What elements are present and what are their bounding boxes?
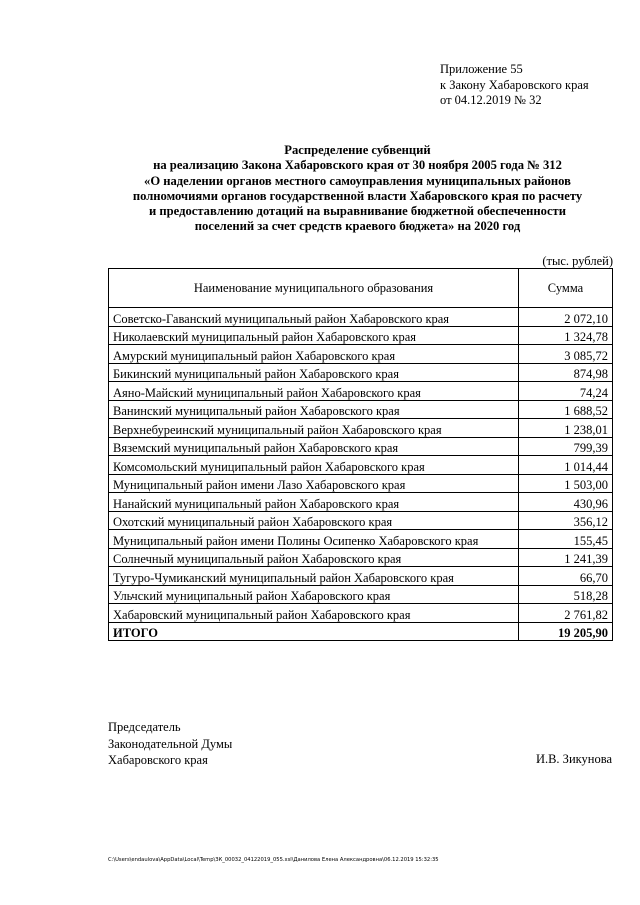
row-name: Ульчский муниципальный район Хабаровского края <box>109 585 519 604</box>
row-name: Бикинский муниципальный район Хабаровского края <box>109 363 519 382</box>
signature-position-1: Председатель <box>108 720 181 734</box>
table-row <box>109 345 613 364</box>
row-name: Солнечный муниципальный район Хабаровского края <box>109 548 519 567</box>
document-title <box>100 143 615 235</box>
appendix-date-number: от 04.12.2019 № 32 <box>440 93 542 107</box>
table-row <box>109 604 613 623</box>
title-line-4: полномочиями органов государственной власти Хабаровского края по расчету <box>132 188 583 203</box>
row-name: Муниципальный район имени Лазо Хабаровского края <box>109 474 519 493</box>
table-row <box>109 474 613 493</box>
table-row <box>109 419 613 438</box>
row-sum: 1 014,44 <box>519 456 613 475</box>
units-label: (тыс. рублей) <box>542 254 613 268</box>
signature-position-2: Законодательной Думы <box>108 736 233 751</box>
appendix-header <box>440 62 589 109</box>
row-sum: 1 238,01 <box>519 419 613 438</box>
row-sum: 1 324,78 <box>519 326 613 345</box>
row-name: Нанайский муниципальный район Хабаровского края <box>109 493 519 512</box>
row-sum: 518,28 <box>519 585 613 604</box>
appendix-law-reference: к Закону Хабаровского края <box>440 77 589 92</box>
row-sum: 356,12 <box>519 511 613 530</box>
table-row <box>109 585 613 604</box>
row-sum: 799,39 <box>519 437 613 456</box>
row-name: Хабаровский муниципальный район Хабаровского края <box>109 604 519 623</box>
total-row <box>109 622 613 641</box>
title-line-1: Распределение субвенций <box>284 143 431 157</box>
row-name: Аяно-Майский муниципальный район Хабаровского края <box>109 382 519 401</box>
row-name: Комсомольский муниципальный район Хабаровского края <box>109 456 519 475</box>
table-row <box>109 437 613 456</box>
table-row <box>109 548 613 567</box>
row-name: Верхнебуреинский муниципальный район Хабаровского края <box>109 419 519 438</box>
table-header-row <box>109 269 613 308</box>
title-line-5: и предоставлению дотаций на выравнивание бюджетной обеспеченности <box>148 204 566 219</box>
table-row <box>109 400 613 419</box>
row-name: Муниципальный район имени Полины Осипенко Хабаровского края <box>109 530 519 549</box>
row-name: Вяземский муниципальный район Хабаровского края <box>109 437 519 456</box>
row-sum: 66,70 <box>519 567 613 586</box>
row-sum: 1 503,00 <box>519 474 613 493</box>
row-name: Тугуро-Чумиканский муниципальный район Хабаровского края <box>109 567 519 586</box>
title-line-6: поселений за счет средств краевого бюджета» на 2020 год <box>194 219 521 234</box>
row-name: Амурский муниципальный район Хабаровского края <box>109 345 519 364</box>
title-line-3: «О наделении органов местного самоуправления муниципальных районов <box>144 173 571 188</box>
signature-block <box>108 719 232 769</box>
row-sum: 2 072,10 <box>519 308 613 327</box>
row-sum: 3 085,72 <box>519 345 613 364</box>
table-row <box>109 456 613 475</box>
subsidy-table <box>108 268 613 641</box>
table-row <box>109 493 613 512</box>
header-sum: Сумма <box>519 269 613 308</box>
signer-name: И.В. Зикунова <box>535 752 612 766</box>
row-sum: 1 241,39 <box>519 548 613 567</box>
row-sum: 874,98 <box>519 363 613 382</box>
total-label: ИТОГО <box>109 622 519 641</box>
file-path-footer: C:\Users\endaulova\AppData\Local\Temp\ЗК_00032_04122019_055.xsl\Данилова Елена Александровна\06.12.2019 15:32:35 <box>108 857 439 863</box>
row-sum: 2 761,82 <box>519 604 613 623</box>
table-row <box>109 511 613 530</box>
row-name: Ванинский муниципальный район Хабаровского края <box>109 400 519 419</box>
signature-position-3: Хабаровского края <box>108 753 208 767</box>
table-row <box>109 530 613 549</box>
row-sum: 430,96 <box>519 493 613 512</box>
title-line-2: на реализацию Закона Хабаровского края от 30 ноября 2005 года № 312 <box>153 158 562 173</box>
header-name: Наименование муниципального образования <box>109 269 519 308</box>
row-sum: 1 688,52 <box>519 400 613 419</box>
table-row <box>109 326 613 345</box>
row-sum: 74,24 <box>519 382 613 401</box>
total-sum: 19 205,90 <box>519 622 613 641</box>
row-sum: 155,45 <box>519 530 613 549</box>
table-row <box>109 308 613 327</box>
row-name: Николаевский муниципальный район Хабаровского края <box>109 326 519 345</box>
appendix-number: Приложение 55 <box>440 62 523 76</box>
table-row <box>109 382 613 401</box>
row-name: Охотский муниципальный район Хабаровского края <box>109 511 519 530</box>
table-row <box>109 363 613 382</box>
row-name: Советско-Гаванский муниципальный район Хабаровского края <box>109 308 519 327</box>
table-row <box>109 567 613 586</box>
